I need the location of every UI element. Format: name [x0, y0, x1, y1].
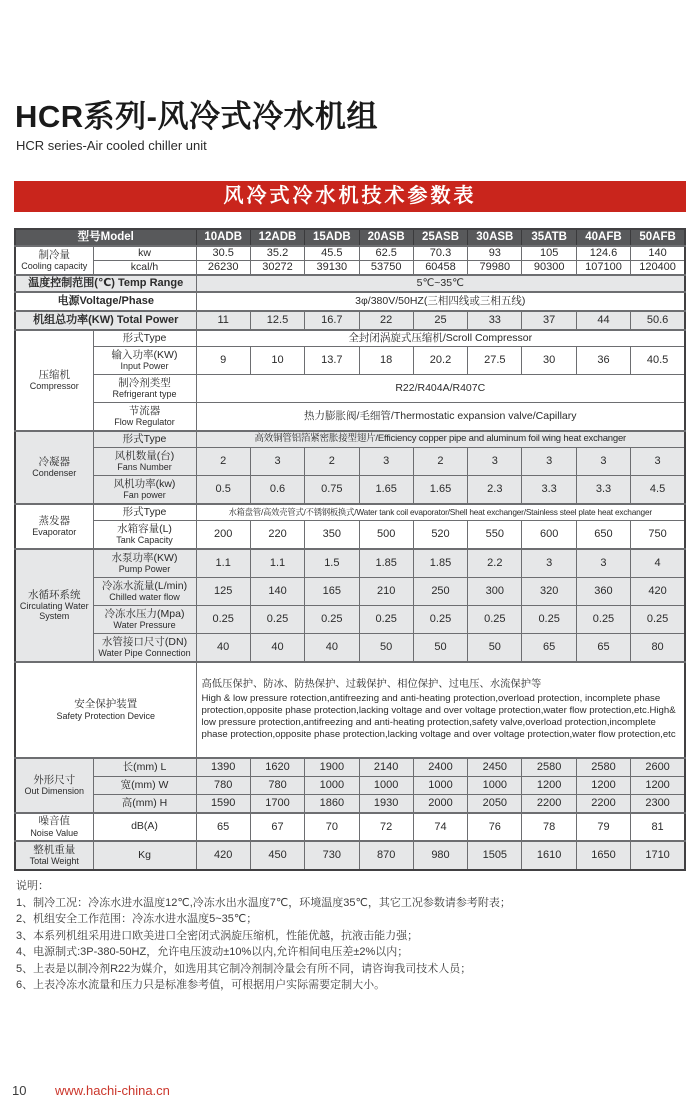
value-cell: 53750 [359, 261, 413, 276]
value-cell: 37 [522, 311, 576, 330]
value-cell: 3 [522, 448, 576, 476]
value-cell: 1710 [631, 841, 685, 870]
value-cell: 730 [305, 841, 359, 870]
span-value-cell: 全封闭涡旋式压缩机/Scroll Compressor [196, 330, 685, 347]
row-label-zh: 水管接口尺寸(DN) [101, 635, 188, 648]
row-label [93, 777, 196, 795]
value-cell: 107100 [576, 261, 630, 276]
value-cell: 44 [576, 311, 630, 330]
row-label-zh: 形式Type [122, 432, 167, 445]
value-cell: 1000 [359, 777, 413, 795]
value-cell: 65 [576, 634, 630, 663]
row-label [93, 261, 196, 276]
value-cell: 16.7 [305, 311, 359, 330]
value-cell: 2 [305, 448, 359, 476]
row-label-zh: 形式Type [122, 331, 167, 344]
table-header-row [15, 229, 685, 246]
value-cell: 1620 [250, 758, 304, 777]
value-cell: 2 [196, 448, 250, 476]
table-row [15, 777, 685, 795]
value-cell: 30 [522, 347, 576, 375]
value-cell: 3.3 [576, 476, 630, 505]
value-cell: 2 [413, 448, 467, 476]
span-value-cell [196, 662, 685, 758]
value-cell: 35ATB [522, 229, 576, 246]
section-label-en: Evaporator [32, 527, 77, 538]
note-item: 3、本系列机组采用进口欧美进口全密闭式涡旋压缩机，性能优越，抗液击能力强； [16, 929, 419, 942]
value-cell: 140 [250, 578, 304, 606]
note-item: 4、电源制式:3P-380-50HZ，允许电压波动±10%以内,允许相间电压差±2%以内； [16, 946, 409, 959]
row-label [93, 795, 196, 814]
value-cell: 1930 [359, 795, 413, 814]
value-cell: 20.2 [413, 347, 467, 375]
row-label [93, 758, 196, 777]
table-row [15, 311, 685, 330]
value-cell: 1200 [522, 777, 576, 795]
value-cell: 210 [359, 578, 413, 606]
section-label-zh: 蒸发器 [38, 514, 70, 527]
value-cell: 250 [413, 578, 467, 606]
span-value-cell: R22/R404A/R407C [196, 375, 685, 403]
table-row [15, 841, 685, 870]
section-label [15, 841, 93, 870]
value-cell: 0.25 [305, 606, 359, 634]
value-cell: 70 [305, 813, 359, 841]
value-cell: 40 [305, 634, 359, 663]
value-cell: 9 [196, 347, 250, 375]
value-cell: 1.85 [413, 549, 467, 578]
value-cell: 450 [250, 841, 304, 870]
row-label-zh: 冷冻水压力(Mpa) [104, 607, 185, 620]
value-cell: 74 [413, 813, 467, 841]
value-cell: 0.25 [196, 606, 250, 634]
row-label-zh: 水箱容量(L) [117, 522, 172, 535]
value-cell: 350 [305, 521, 359, 550]
row-label: 电源Voltage/Phase [15, 292, 196, 311]
section-label [15, 330, 93, 431]
value-cell: 1.85 [359, 549, 413, 578]
value-cell: 27.5 [468, 347, 522, 375]
value-cell: 72 [359, 813, 413, 841]
value-cell: 3 [631, 448, 685, 476]
table-row [15, 813, 685, 841]
value-cell: 0.25 [250, 606, 304, 634]
section-label-zh: 整机重量 [33, 843, 76, 856]
value-cell: 1700 [250, 795, 304, 814]
value-cell: 1.5 [305, 549, 359, 578]
value-cell: 1900 [305, 758, 359, 777]
value-cell: 0.25 [468, 606, 522, 634]
value-cell: 3 [576, 549, 630, 578]
span-value-cell: 5℃~35℃ [196, 275, 685, 292]
table-row [15, 606, 685, 634]
section-label-en: Compressor [29, 381, 79, 392]
section-label [15, 431, 93, 504]
model-header-cell: 型号Model [15, 229, 196, 246]
row-label [93, 330, 196, 347]
value-cell: 750 [631, 521, 685, 550]
value-cell: 1000 [305, 777, 359, 795]
table-banner: 风冷式冷水机技术参数表 [14, 181, 686, 212]
value-cell: 2200 [522, 795, 576, 814]
value-cell: 50 [413, 634, 467, 663]
section-label-zh: 安全保护装置 [74, 698, 138, 711]
value-cell: 2580 [522, 758, 576, 777]
notes-section [16, 878, 686, 994]
value-cell: 200 [196, 521, 250, 550]
row-label [93, 476, 196, 505]
value-cell: 36 [576, 347, 630, 375]
section-label [15, 549, 93, 662]
value-cell: 2140 [359, 758, 413, 777]
value-cell: 81 [631, 813, 685, 841]
value-cell: 4.5 [631, 476, 685, 505]
notes-title: 说明： [16, 880, 49, 893]
span-value-cell: 水箱盘管/高效壳管式/不锈钢板换式/Water tank coil evaporator/Shell heat exchanger/Stainless steel plate heat exchanger [196, 504, 685, 521]
value-cell: 2050 [468, 795, 522, 814]
table-row [15, 330, 685, 347]
row-label-zh: 长(mm) L [122, 760, 167, 773]
span-value-cell: 热力膨胀阀/毛细管/Thermostatic expansion valve/Capillary [196, 403, 685, 432]
value-cell: 93 [468, 246, 522, 261]
value-cell: 780 [196, 777, 250, 795]
value-cell: 65 [522, 634, 576, 663]
row-label-zh: 节流器 [128, 404, 161, 417]
row-label [93, 549, 196, 578]
note-item: 1、制冷工况：冷冻水进水温度12℃,冷冻水出水温度7℃，环境温度35℃，其它工况参数请参考附表； [16, 896, 511, 909]
value-cell: 18 [359, 347, 413, 375]
value-cell: 62.5 [359, 246, 413, 261]
value-cell: 2000 [413, 795, 467, 814]
value-cell: 60458 [413, 261, 467, 276]
value-cell: 12.5 [250, 311, 304, 330]
value-cell: 0.6 [250, 476, 304, 505]
value-cell: 1590 [196, 795, 250, 814]
website-link[interactable]: www.hachi-china.cn [55, 1083, 170, 1098]
value-cell: 65 [196, 813, 250, 841]
value-cell: 2.2 [468, 549, 522, 578]
value-cell: 120400 [631, 261, 685, 276]
row-label-zh: Kg [138, 848, 151, 861]
value-cell: 1390 [196, 758, 250, 777]
table-row [15, 448, 685, 476]
section-label-en: Condenser [32, 468, 77, 479]
row-label-zh: 制冷剂类型 [118, 376, 171, 389]
safety-text-zh: 高低压保护、防冰、防热保护、过载保护、相位保护、过电压、水流保护等 [201, 679, 542, 691]
value-cell: 35.2 [250, 246, 304, 261]
row-label-zh: dB(A) [131, 820, 158, 833]
row-label-en: Fans Number [117, 462, 172, 473]
value-cell: 2200 [576, 795, 630, 814]
row-label [93, 448, 196, 476]
table-row [15, 758, 685, 777]
section-label [15, 662, 196, 758]
value-cell: 1200 [576, 777, 630, 795]
value-cell: 40.5 [631, 347, 685, 375]
value-cell: 3 [250, 448, 304, 476]
value-cell: 10 [250, 347, 304, 375]
span-value-cell: 3φ/380V/50HZ(三相四线或三相五线) [196, 292, 685, 311]
value-cell: 140 [631, 246, 685, 261]
row-label-zh: 风机功率(kw) [113, 477, 176, 490]
value-cell: 2580 [576, 758, 630, 777]
value-cell: 1.1 [250, 549, 304, 578]
spec-table [14, 228, 686, 871]
value-cell: 0.25 [631, 606, 685, 634]
value-cell: 360 [576, 578, 630, 606]
span-value-cell: 高效铜管铝箔紧密胀接型翅片/Efficiency copper pipe and aluminum foil wing heat exchanger [196, 431, 685, 448]
value-cell: 50.6 [631, 311, 685, 330]
table-row [15, 375, 685, 403]
value-cell: 165 [305, 578, 359, 606]
section-label-en: Total Weight [29, 856, 79, 867]
value-cell: 2300 [631, 795, 685, 814]
row-label-zh: 风机数量(台) [114, 449, 175, 462]
table-row [15, 504, 685, 521]
value-cell: 13.7 [305, 347, 359, 375]
note-item: 2、机组安全工作范围：冷冻水进水温度5~35℃； [16, 913, 258, 926]
value-cell: 980 [413, 841, 467, 870]
value-cell: 80 [631, 634, 685, 663]
value-cell: 25ASB [413, 229, 467, 246]
value-cell: 40 [196, 634, 250, 663]
section-label-en: Noise Value [30, 827, 79, 838]
value-cell: 0.25 [413, 606, 467, 634]
row-label-zh: kcal/h [130, 260, 159, 273]
value-cell: 600 [522, 521, 576, 550]
row-label-en: Water Pressure [113, 620, 176, 631]
value-cell: 15ADB [305, 229, 359, 246]
value-cell: 220 [250, 521, 304, 550]
section-label-en: Cooling capacity [21, 261, 88, 272]
value-cell: 0.75 [305, 476, 359, 505]
table-row [15, 634, 685, 663]
section-label-zh: 压缩机 [38, 368, 70, 381]
table-row [15, 261, 685, 276]
row-label-en: Chilled water flow [109, 592, 180, 603]
row-label [93, 431, 196, 448]
row-label [93, 634, 196, 663]
page-footer [0, 1078, 700, 1100]
value-cell: 0.25 [522, 606, 576, 634]
value-cell: 3 [359, 448, 413, 476]
value-cell: 2.3 [468, 476, 522, 505]
section-label-zh: 噪音值 [38, 815, 70, 828]
value-cell: 1000 [413, 777, 467, 795]
value-cell: 550 [468, 521, 522, 550]
value-cell: 50AFB [631, 229, 685, 246]
value-cell: 3 [522, 549, 576, 578]
safety-text-en: High & low pressure rotection,antifreezing and anti-heating protection,overload protection, incomplete phase protection,opposite phase protection,lacking voltage and over voltage protection,water flow protection,etc.High& low pressure protection,antifreezing and anti-heating protection,safety valve,overload protection,incomplete phase protection,opposite phase protection,lacking voltage and over voltage protection,water flow protection,etc [201, 693, 676, 740]
value-cell: 320 [522, 578, 576, 606]
value-cell: 1000 [468, 777, 522, 795]
value-cell: 30272 [250, 261, 304, 276]
row-label [93, 375, 196, 403]
row-label [93, 403, 196, 432]
value-cell: 0.25 [359, 606, 413, 634]
value-cell: 125 [196, 578, 250, 606]
page-number: 10 [12, 1083, 27, 1098]
row-label [93, 578, 196, 606]
table-row [15, 403, 685, 432]
table-row [15, 549, 685, 578]
note-item: 5、上表是以制冷剂R22为媒介，如选用其它制冷剂制冷量会有所不同，请咨询我司技术人员； [16, 962, 472, 975]
section-label [15, 246, 93, 275]
value-cell: 1200 [631, 777, 685, 795]
table-row [15, 476, 685, 505]
value-cell: 500 [359, 521, 413, 550]
value-cell: 25 [413, 311, 467, 330]
value-cell: 76 [468, 813, 522, 841]
section-label-zh: 制冷量 [38, 248, 70, 261]
value-cell: 420 [196, 841, 250, 870]
row-label-en: Water Pipe Connection [98, 648, 191, 659]
value-cell: 105 [522, 246, 576, 261]
section-label-zh: 外形尺寸 [33, 773, 76, 786]
value-cell: 26230 [196, 261, 250, 276]
value-cell: 1505 [468, 841, 522, 870]
section-label [15, 758, 93, 813]
table-row [15, 347, 685, 375]
value-cell: 70.3 [413, 246, 467, 261]
section-label-en: Circulating Water System [19, 601, 89, 622]
value-cell: 30ASB [468, 229, 522, 246]
value-cell: 1610 [522, 841, 576, 870]
section-label [15, 504, 93, 549]
value-cell: 78 [522, 813, 576, 841]
row-label [93, 347, 196, 375]
note-item: 6、上表冷冻水流量和压力只是标准参考值，可根据用户实际需要定制大小。 [16, 979, 386, 992]
table-row [15, 275, 685, 292]
row-label-zh: 水泵功率(KW) [111, 551, 178, 564]
value-cell: 1.65 [413, 476, 467, 505]
table-row [15, 662, 685, 758]
value-cell: 45.5 [305, 246, 359, 261]
row-label-en: Input Power [120, 361, 169, 372]
value-cell: 650 [576, 521, 630, 550]
row-label [93, 841, 196, 870]
row-label [93, 813, 196, 841]
table-row [15, 246, 685, 261]
value-cell: 50 [359, 634, 413, 663]
section-label-en: Safety Protection Device [56, 710, 156, 721]
value-cell: 90300 [522, 261, 576, 276]
row-label-zh: 形式Type [122, 505, 167, 518]
value-cell: 40AFB [576, 229, 630, 246]
section-label-zh: 冷凝器 [38, 455, 70, 468]
value-cell: 79 [576, 813, 630, 841]
value-cell: 124.6 [576, 246, 630, 261]
value-cell: 780 [250, 777, 304, 795]
row-label: 温度控制范围(℃) Temp Range [15, 275, 196, 292]
value-cell: 0.25 [576, 606, 630, 634]
row-label-en: Fan power [123, 490, 166, 501]
value-cell: 40 [250, 634, 304, 663]
value-cell: 0.5 [196, 476, 250, 505]
value-cell: 3.3 [522, 476, 576, 505]
value-cell: 4 [631, 549, 685, 578]
table-row [15, 795, 685, 814]
page-subtitle: HCR series-Air cooled chiller unit [16, 138, 207, 154]
value-cell: 11 [196, 311, 250, 330]
value-cell: 520 [413, 521, 467, 550]
table-row [15, 292, 685, 311]
value-cell: 67 [250, 813, 304, 841]
value-cell: 30.5 [196, 246, 250, 261]
row-label-zh: 输入功率(KW) [111, 348, 178, 361]
row-label [93, 246, 196, 261]
value-cell: 2400 [413, 758, 467, 777]
page-title: HCR系列-风冷式冷水机组 [15, 99, 378, 134]
value-cell: 3 [576, 448, 630, 476]
value-cell: 1650 [576, 841, 630, 870]
value-cell: 3 [468, 448, 522, 476]
table-row [15, 431, 685, 448]
value-cell: 420 [631, 578, 685, 606]
section-label-en: Out Dimension [24, 786, 85, 797]
value-cell: 2600 [631, 758, 685, 777]
row-label-zh: 冷冻水流量(L/min) [101, 579, 188, 592]
row-label [93, 521, 196, 550]
row-label-zh: 高(mm) H [121, 796, 168, 809]
value-cell: 20ASB [359, 229, 413, 246]
value-cell: 1860 [305, 795, 359, 814]
row-label-zh: 宽(mm) W [120, 778, 169, 791]
value-cell: 22 [359, 311, 413, 330]
value-cell: 39130 [305, 261, 359, 276]
row-label: 机组总功率(KW) Total Power [15, 311, 196, 330]
value-cell: 870 [359, 841, 413, 870]
table-row [15, 578, 685, 606]
value-cell: 10ADB [196, 229, 250, 246]
row-label-en: Refrigerant type [112, 389, 177, 400]
row-label [93, 606, 196, 634]
row-label [93, 504, 196, 521]
section-label-zh: 水循环系统 [28, 588, 81, 601]
value-cell: 2450 [468, 758, 522, 777]
row-label-en: Tank Capacity [116, 535, 173, 546]
value-cell: 1.65 [359, 476, 413, 505]
row-label-zh: kw [138, 246, 151, 259]
table-row [15, 521, 685, 550]
value-cell: 50 [468, 634, 522, 663]
row-label-en: Pump Power [118, 564, 171, 575]
value-cell: 79980 [468, 261, 522, 276]
value-cell: 12ADB [250, 229, 304, 246]
row-label-en: Flow Regulator [114, 417, 175, 428]
value-cell: 300 [468, 578, 522, 606]
value-cell: 33 [468, 311, 522, 330]
section-label [15, 813, 93, 841]
value-cell: 1.1 [196, 549, 250, 578]
